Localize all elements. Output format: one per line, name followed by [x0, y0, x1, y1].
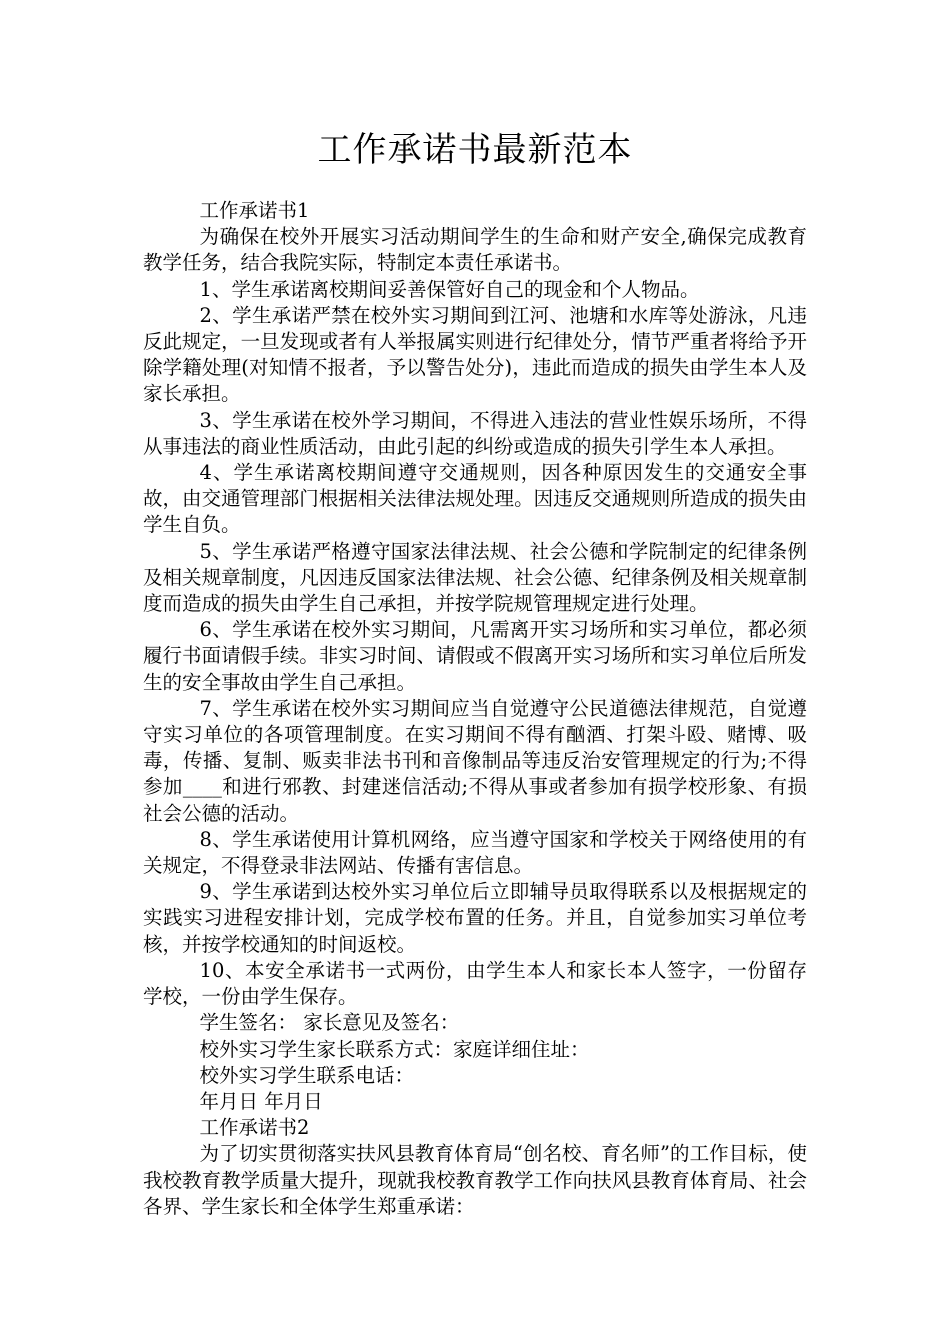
paragraph: 9、学生承诺到达校外实习单位后立即辅导员取得联系以及根据规定的实践实习进程安排计划，完成学校布置的任务。并且，自觉参加实习单位考核，并按学校通知的时间返校。 — [143, 880, 807, 956]
paragraph: 为了切实贯彻落实扶风县教育体育局“创名校、育名师”的工作目标，使我校教育教学质量大提升，现就我校教育教学工作向扶风县教育体育局、社会各界、学生家长和全体学生郑重承诺： — [143, 1142, 807, 1218]
date-line: 年月日 年月日 — [199, 1089, 323, 1113]
paragraph: 6、学生承诺在校外实习期间，凡需离开实习场所和实习单位，都必须履行书面请假手续。非实习时间、请假或不假离开实习场所和实习单位后所发生的安全事故由学生自己承担。 — [143, 618, 807, 694]
paragraph: 4、学生承诺离校期间遵守交通规则，因各种原因发生的交通安全事故，由交通管理部门根据相关法律法规处理。因违反交通规则所造成的损失由学生自负。 — [143, 461, 807, 537]
contact-line: 校外实习学生家长联系方式：家庭详细住址： — [199, 1037, 590, 1061]
paragraph: 1、学生承诺离校期间妥善保管好自己的现金和个人物品。 — [199, 277, 700, 301]
section-heading: 工作承诺书2 — [199, 1116, 310, 1140]
paragraph: 10、本安全承诺书一式两份，由学生本人和家长本人签字，一份留存学校，一份由学生保存。 — [143, 958, 807, 1009]
document-title: 工作承诺书最新范本 — [317, 130, 633, 170]
paragraph: 5、学生承诺严格遵守国家法律法规、社会公德和学院制定的纪律条例及相关规章制度，凡因违反国家法律法规、社会公德、纪律条例及相关规章制度而造成的损失由学生自己承担，并按学院规管理规定进行处理。 — [143, 539, 807, 616]
document-body — [143, 198, 807, 1220]
phone-line: 校外实习学生联系电话： — [199, 1063, 415, 1087]
paragraph: 2、学生承诺严禁在校外实习期间到江河、池塘和水库等处游泳，凡违反此规定，一旦发现或者有人举报属实则进行纪律处分，情节严重者将给予开除学籍处理(对知情不报者，予以警告处分)，违此而造成的损失由学生本人及家长承担。 — [143, 303, 807, 406]
paragraph: 3、学生承诺在校外学习期间，不得进入违法的营业性娱乐场所，不得从事违法的商业性质活动，由此引起的纠纷或造成的损失引学生本人承担。 — [143, 408, 807, 458]
paragraph: 8、学生承诺使用计算机网络，应当遵守国家和学校关于网络使用的有关规定，不得登录非法网站、传播有害信息。 — [143, 827, 807, 878]
paragraph: 7、学生承诺在校外实习期间应当自觉遵守公民道德法律规范，自觉遵守实习单位的各项管理制度。在实习期间不得有酗酒、打架斗殴、赌博、吸毒，传播、复制、贩卖非法书刊和音像制品等违反治安管理规定的行为;不得参加____和进行邪教、封建迷信活动;不得从事或者参加有损学校形象、有损社会公德的活动。 — [143, 696, 807, 825]
paragraph: 为确保在校外开展实习活动期间学生的生命和财产安全,确保完成教育教学任务，结合我院实际，特制定本责任承诺书。 — [143, 225, 807, 275]
section-heading: 工作承诺书1 — [199, 199, 310, 222]
signature-line: 学生签名： 家长意见及签名： — [199, 1011, 460, 1035]
